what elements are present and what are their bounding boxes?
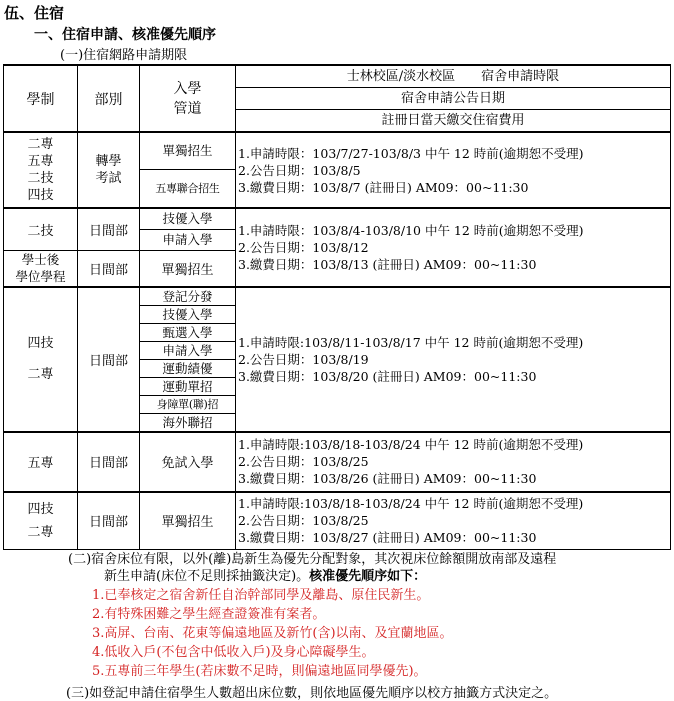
method-item: 技優入學 bbox=[140, 209, 235, 230]
row-system: 二技 bbox=[4, 208, 78, 251]
method-item: 申請入學 bbox=[162, 232, 213, 247]
note-2-line2: 新生申請(床位不足則採抽籤決定)。核准優先順序如下： bbox=[104, 569, 427, 584]
row-methods bbox=[140, 132, 236, 208]
row-system: 學士後 學位學程 bbox=[4, 251, 78, 287]
header-division: 部別 bbox=[78, 65, 140, 132]
row-division: 日間部 bbox=[78, 208, 140, 251]
method-item: 申請入學 bbox=[140, 342, 235, 360]
row-division: 日間部 bbox=[78, 287, 140, 432]
table-caption: (一)住宿網路申請期限 bbox=[60, 48, 188, 63]
row-system: 五專 bbox=[4, 432, 78, 492]
section-heading: 伍、住宿 bbox=[4, 4, 65, 22]
method-item: 運動單招 bbox=[140, 378, 235, 396]
note-3: (三)如登記申請住宿學生人數超出床位數，則依地區優先順序以校方抽籤方式決定之。 bbox=[66, 686, 558, 701]
row-division: 日間部 bbox=[78, 432, 140, 492]
row-info: 1.申請時限：103/7/27-103/8/3 中午 12 時前(逾期恕不受理) 2.公告日期：103/8/5 3.繳費日期：103/8/7 (註冊日) AM09：00~11:30 bbox=[236, 132, 671, 208]
row-system: 二專 五專 二技 四技 bbox=[4, 132, 78, 208]
row-division: 轉學 考試 bbox=[78, 132, 140, 208]
priority-heading: 核准優先順序如下： bbox=[309, 569, 427, 584]
row-division: 日間部 bbox=[78, 251, 140, 287]
method-item: 運動績優 bbox=[140, 360, 235, 378]
header-admission: 入學 管道 bbox=[140, 65, 236, 132]
header-system: 學制 bbox=[4, 65, 78, 132]
priority-item: 5.五專前三年學生(若床數不足時，則偏遠地區同學優先)。 bbox=[92, 664, 427, 679]
row-info: 1.申請時限：103/8/4-103/8/10 中午 12 時前(逾期恕不受理) 2.公告日期：103/8/12 3.繳費日期：103/8/13 (註冊日) AM09：00~11:30 bbox=[236, 208, 671, 287]
method-item: 甄選入學 bbox=[140, 324, 235, 342]
priority-item: 4.低收入戶(不包含中低收入戶)及身心障礙學生。 bbox=[92, 645, 375, 660]
header-application-period: 士林校區/淡水校區 宿舍申請時限 bbox=[236, 65, 671, 88]
row-methods: 免試入學 bbox=[140, 432, 236, 492]
method-item: 技優入學 bbox=[140, 306, 235, 324]
row-methods bbox=[140, 287, 236, 432]
row-system: 四技 二專 bbox=[4, 492, 78, 550]
note-2-line1: (二)宿舍床位有限，以外(離)島新生為優先分配對象，其次視床位餘額開放南部及遠程 bbox=[68, 552, 557, 567]
method-item: 登記分發 bbox=[140, 288, 235, 306]
row-info: 1.申請時限:103/8/18-103/8/24 中午 12 時前(逾期恕不受理) 2.公告日期：103/8/25 3.繳費日期：103/8/26 (註冊日) AM09：00~11:30 bbox=[236, 432, 671, 492]
priority-item: 2.有特殊困難之學生經查證簽准有案者。 bbox=[92, 607, 326, 622]
row-info: 1.申請時限:103/8/18-103/8/24 中午 12 時前(逾期恕不受理) 2.公告日期：103/8/25 3.繳費日期：103/8/27 (註冊日) AM09：00~11:30 bbox=[236, 492, 671, 550]
method-item: 海外聯招 bbox=[162, 414, 213, 430]
row-system: 四技 二專 bbox=[4, 287, 78, 432]
method-item: 身障單(聯)招 bbox=[140, 396, 235, 414]
dorm-application-table bbox=[3, 64, 671, 550]
priority-item: 1.已奉核定之宿舍新任自治幹部同學及離島、原住民新生。 bbox=[92, 588, 430, 603]
row-methods bbox=[140, 208, 236, 251]
priority-item: 3.高屏、台南、花東等偏遠地區及新竹(含)以南、及宜蘭地區。 bbox=[92, 626, 453, 641]
method-item: 五專聯合招生 bbox=[155, 182, 220, 195]
method-item: 單獨招生 bbox=[140, 133, 235, 170]
row-methods: 單獨招生 bbox=[140, 251, 236, 287]
header-payment: 註冊日當天繳交住宿費用 bbox=[236, 110, 671, 133]
row-info: 1.申請時限:103/8/11-103/8/17 中午 12 時前(逾期恕不受理) 2.公告日期：103/8/19 3.繳費日期：103/8/20 (註冊日) AM09：00~11:30 bbox=[236, 287, 671, 432]
row-division: 日間部 bbox=[78, 492, 140, 550]
row-methods: 單獨招生 bbox=[140, 492, 236, 550]
header-announcement-date: 宿舍申請公告日期 bbox=[236, 88, 671, 110]
subsection-heading: 一、住宿申請、核准優先順序 bbox=[34, 27, 216, 43]
